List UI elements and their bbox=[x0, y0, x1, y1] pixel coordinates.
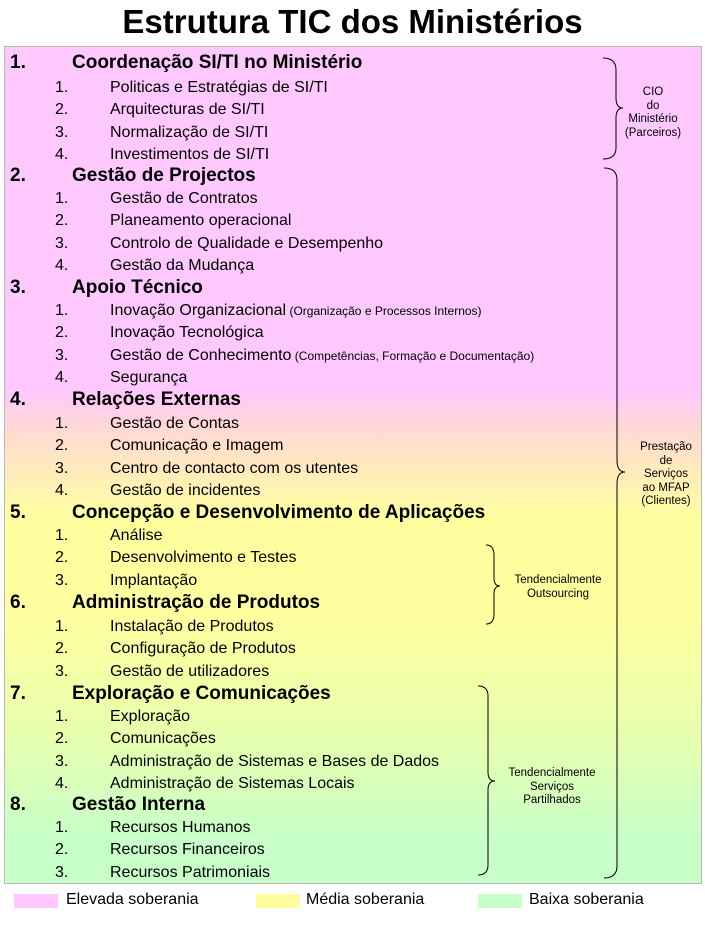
item-text bbox=[110, 145, 269, 165]
legend-label-elevada: Elevada soberania bbox=[66, 891, 199, 908]
group-label-line: Serviços bbox=[529, 780, 575, 793]
item-text bbox=[110, 729, 216, 749]
item-number: 2. bbox=[55, 841, 69, 859]
item-text bbox=[110, 78, 328, 98]
item-label: Arquitecturas de SI/TI bbox=[110, 101, 265, 119]
item-number: 4. bbox=[55, 257, 69, 275]
item-number: 4. bbox=[55, 482, 69, 500]
item-number: 1. bbox=[55, 190, 69, 207]
group-label-line: Ministério bbox=[628, 113, 678, 125]
item-label: Configuração de Produtos bbox=[110, 640, 296, 658]
item-label: Inovação Organizacional bbox=[110, 302, 287, 319]
group-label-line: CIO bbox=[642, 86, 664, 98]
item-text bbox=[110, 346, 534, 366]
item-number: 4. bbox=[55, 369, 69, 387]
item-label: Recursos Patrimoniais bbox=[110, 863, 271, 881]
item-number: 2. bbox=[55, 324, 69, 342]
item-label: Análise bbox=[110, 527, 163, 544]
section-number: 1. bbox=[10, 52, 26, 73]
section-title: Apoio Técnico bbox=[72, 277, 203, 298]
item-number: 2. bbox=[55, 212, 69, 230]
item-text bbox=[110, 863, 270, 883]
item-label: Gestão de Contratos bbox=[110, 190, 258, 207]
legend-swatch-media bbox=[256, 894, 300, 908]
item-label: Gestão de Contas bbox=[110, 415, 239, 432]
item-text bbox=[110, 414, 239, 434]
item-label: Gestão de Conhecimento bbox=[110, 346, 292, 364]
item-number: 3. bbox=[55, 346, 69, 364]
item-text bbox=[110, 436, 283, 456]
group-label-line: Serviços bbox=[643, 468, 689, 480]
item-number: 1. bbox=[55, 708, 69, 725]
group-label-line: Partilhados bbox=[523, 794, 581, 806]
item-number: 2. bbox=[55, 437, 69, 455]
item-text bbox=[110, 256, 254, 276]
item-label: Recursos Financeiros bbox=[110, 841, 265, 859]
item-text bbox=[110, 459, 358, 479]
prestacao-label bbox=[630, 441, 702, 509]
item-number: 3. bbox=[55, 752, 69, 770]
item-number: 3. bbox=[55, 123, 69, 141]
section-number: 6. bbox=[10, 592, 26, 613]
section-number: 4. bbox=[10, 389, 26, 410]
item-number: 1. bbox=[55, 618, 69, 635]
item-note: (Competências, Formação e Documentação) bbox=[291, 348, 535, 363]
item-number: 1. bbox=[55, 302, 69, 319]
item-number: 2. bbox=[55, 640, 69, 658]
item-number: 3. bbox=[55, 863, 69, 881]
item-text bbox=[110, 774, 355, 794]
item-label: Administração de Sistemas e Bases de Dados bbox=[110, 752, 440, 770]
item-label: Exploração bbox=[110, 708, 191, 725]
section-number: 3. bbox=[10, 277, 26, 298]
item-label: Controlo de Qualidade e Desempenho bbox=[110, 234, 384, 252]
item-text bbox=[110, 752, 439, 772]
item-number: 2. bbox=[55, 101, 69, 119]
item-number: 2. bbox=[55, 730, 69, 748]
item-text bbox=[110, 662, 269, 682]
item-label: Gestão de incidentes bbox=[110, 482, 261, 500]
item-label: Administração de Sistemas Locais bbox=[110, 775, 355, 793]
group-label-line: Outsourcing bbox=[526, 587, 589, 600]
item-text bbox=[110, 818, 251, 838]
item-label: Inovação Tecnológica bbox=[110, 324, 264, 342]
outsourcing-label bbox=[502, 574, 614, 601]
item-text bbox=[110, 211, 291, 231]
item-text bbox=[110, 548, 296, 568]
section-title: Exploração e Comunicações bbox=[72, 683, 331, 704]
item-label: Desenvolvimento e Testes bbox=[110, 549, 297, 567]
legend-label-baixa: Baixa soberania bbox=[529, 891, 644, 908]
item-text bbox=[110, 526, 162, 546]
legend-swatch-baixa bbox=[478, 894, 522, 908]
section-title: Relações Externas bbox=[72, 389, 241, 410]
item-text bbox=[110, 571, 197, 591]
group-label-line: Tendencialmente bbox=[514, 574, 602, 586]
item-label: Normalização de SI/TI bbox=[110, 123, 269, 141]
item-number: 4. bbox=[55, 775, 69, 793]
section-title: Administração de Produtos bbox=[72, 592, 321, 613]
item-number: 3. bbox=[55, 571, 69, 589]
section-number: 8. bbox=[10, 794, 26, 815]
item-label: Segurança bbox=[110, 369, 188, 387]
item-number: 1. bbox=[55, 527, 69, 544]
item-number: 3. bbox=[55, 459, 69, 477]
item-text bbox=[110, 301, 482, 321]
section-number: 7. bbox=[10, 683, 26, 704]
section-number: 2. bbox=[10, 165, 26, 186]
item-number: 1. bbox=[55, 79, 69, 96]
item-label: Investimentos de SI/TI bbox=[110, 146, 270, 164]
item-label: Politicas e Estratégias de SI/TI bbox=[110, 79, 328, 96]
page-title: Estrutura TIC dos Ministérios bbox=[122, 3, 583, 40]
item-number: 3. bbox=[55, 662, 69, 680]
section-title: Concepção e Desenvolvimento de Aplicações bbox=[72, 502, 486, 523]
group-label-line: ao MFAP bbox=[642, 481, 690, 494]
item-label: Comunicação e Imagem bbox=[110, 437, 284, 455]
partilhados-label bbox=[496, 767, 608, 808]
item-number: 2. bbox=[55, 549, 69, 567]
group-label-line: de bbox=[659, 454, 673, 467]
item-text bbox=[110, 368, 187, 388]
item-number: 1. bbox=[55, 819, 69, 836]
item-label: Gestão de utilizadores bbox=[110, 662, 270, 680]
item-text bbox=[110, 707, 190, 727]
item-text bbox=[110, 100, 265, 120]
cio-label bbox=[617, 86, 689, 140]
group-label-line: (Parceiros) bbox=[624, 126, 682, 139]
section-title: Coordenação SI/TI no Ministério bbox=[72, 52, 363, 73]
item-text bbox=[110, 234, 383, 254]
item-text bbox=[110, 639, 296, 659]
item-number: 4. bbox=[55, 146, 69, 164]
legend bbox=[0, 888, 705, 928]
section-number: 5. bbox=[10, 502, 26, 523]
legend-swatch-elevada bbox=[14, 894, 58, 908]
item-number: 1. bbox=[55, 415, 69, 432]
group-label-line: Prestação bbox=[640, 441, 692, 453]
legend-label-media: Média soberania bbox=[306, 891, 425, 908]
item-text bbox=[110, 617, 274, 637]
item-text bbox=[110, 840, 265, 860]
item-label: Centro de contacto com os utentes bbox=[110, 459, 359, 477]
item-label: Recursos Humanos bbox=[110, 819, 251, 836]
group-label-line: (Clientes) bbox=[641, 495, 691, 507]
item-label: Implantação bbox=[110, 571, 198, 589]
item-note: (Organização e Processos Internos) bbox=[286, 304, 482, 318]
section-title: Gestão Interna bbox=[72, 794, 206, 815]
group-label-line: do bbox=[646, 99, 660, 112]
item-label: Comunicações bbox=[110, 730, 216, 748]
item-text bbox=[110, 123, 268, 143]
item-number: 3. bbox=[55, 234, 69, 252]
item-label: Gestão da Mudança bbox=[110, 257, 255, 275]
item-text bbox=[110, 189, 258, 209]
group-label-line: Tendencialmente bbox=[508, 767, 596, 779]
item-label: Instalação de Produtos bbox=[110, 618, 274, 635]
item-text bbox=[110, 481, 260, 501]
section-title: Gestão de Projectos bbox=[72, 165, 256, 186]
item-label: Planeamento operacional bbox=[110, 212, 292, 230]
item-text bbox=[110, 323, 264, 343]
